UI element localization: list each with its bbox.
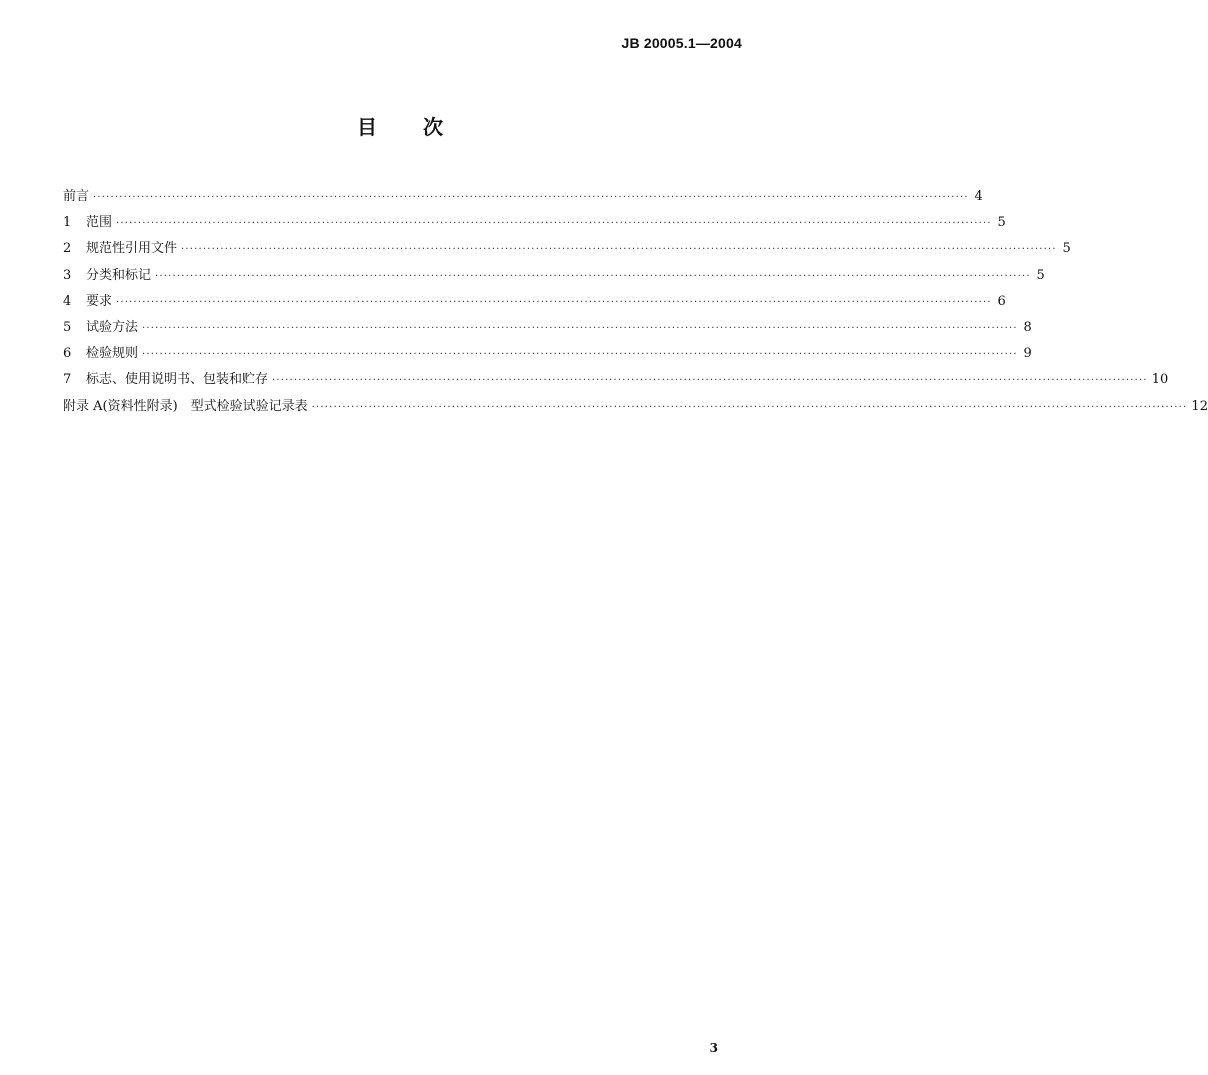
toc-leader-dots: ········································································································································································································: [116, 218, 992, 230]
toc-label: 检验规则: [86, 346, 139, 362]
toc-entry-requirements[interactable]: [63, 289, 1006, 315]
toc-page-number: 5: [1062, 241, 1071, 257]
toc-page-number: 4: [974, 189, 983, 204]
toc-section-number: 7: [63, 372, 72, 388]
title-char-1: 目: [357, 115, 377, 139]
toc-entry-foreword[interactable]: [63, 184, 983, 210]
toc-label: 试验方法: [86, 319, 139, 335]
toc-entry-inspection-rules[interactable]: [63, 341, 1032, 367]
page-number: 3: [709, 1041, 718, 1055]
toc-entry-classification[interactable]: [63, 263, 1045, 289]
toc-label: 要求: [86, 293, 113, 309]
toc-section-number: 3: [63, 267, 72, 283]
toc-page-number: 10: [1151, 372, 1169, 388]
toc-entry-test-methods[interactable]: [63, 315, 1032, 341]
table-of-contents: [63, 184, 1208, 420]
toc-page-number: 8: [1023, 319, 1032, 335]
toc-label: 附录 A(资料性附录) 型式检验试验记录表: [63, 398, 308, 414]
toc-leader-dots: ········································································································································································································: [142, 322, 1018, 334]
toc-page-number: 12: [1191, 398, 1208, 414]
toc-section-number: 6: [63, 346, 72, 362]
toc-label: 前言: [63, 189, 90, 204]
toc-page-number: 5: [1036, 267, 1045, 283]
toc-page-number: 5: [997, 215, 1006, 231]
page-title: [0, 111, 800, 140]
toc-entry-scope[interactable]: [63, 210, 1006, 236]
toc-entry-annex-a[interactable]: [63, 394, 1208, 420]
toc-leader-dots: ········································································································································································································: [155, 270, 1031, 282]
toc-section-number: 5: [63, 319, 72, 335]
title-char-2: 次: [423, 115, 443, 139]
toc-label: 分类和标记: [86, 267, 152, 283]
toc-leader-dots: ········································································································································································································: [272, 375, 1148, 387]
document-code: JB 20005.1—2004: [621, 35, 742, 51]
toc-leader-dots: ········································································································································································································: [181, 244, 1057, 256]
toc-leader-dots: ········································································································································································································: [116, 296, 992, 308]
toc-page-number: 9: [1023, 346, 1032, 362]
toc-section-number: 4: [63, 293, 72, 309]
toc-entry-normative-references[interactable]: [63, 236, 1071, 262]
toc-label: 范围: [86, 215, 113, 231]
toc-leader-dots: ········································································································································································································: [311, 401, 1188, 413]
toc-section-number: 2: [63, 241, 72, 257]
toc-leader-dots: ········································································································································································································: [142, 349, 1018, 361]
toc-page-number: 6: [997, 293, 1006, 309]
toc-label: 规范性引用文件: [86, 241, 178, 257]
toc-label: 标志、使用说明书、包装和贮存: [86, 372, 269, 388]
toc-leader-dots: ········································································································································································································: [93, 192, 969, 203]
toc-entry-marking-packaging[interactable]: [63, 367, 1169, 393]
toc-section-number: 1: [63, 215, 72, 231]
